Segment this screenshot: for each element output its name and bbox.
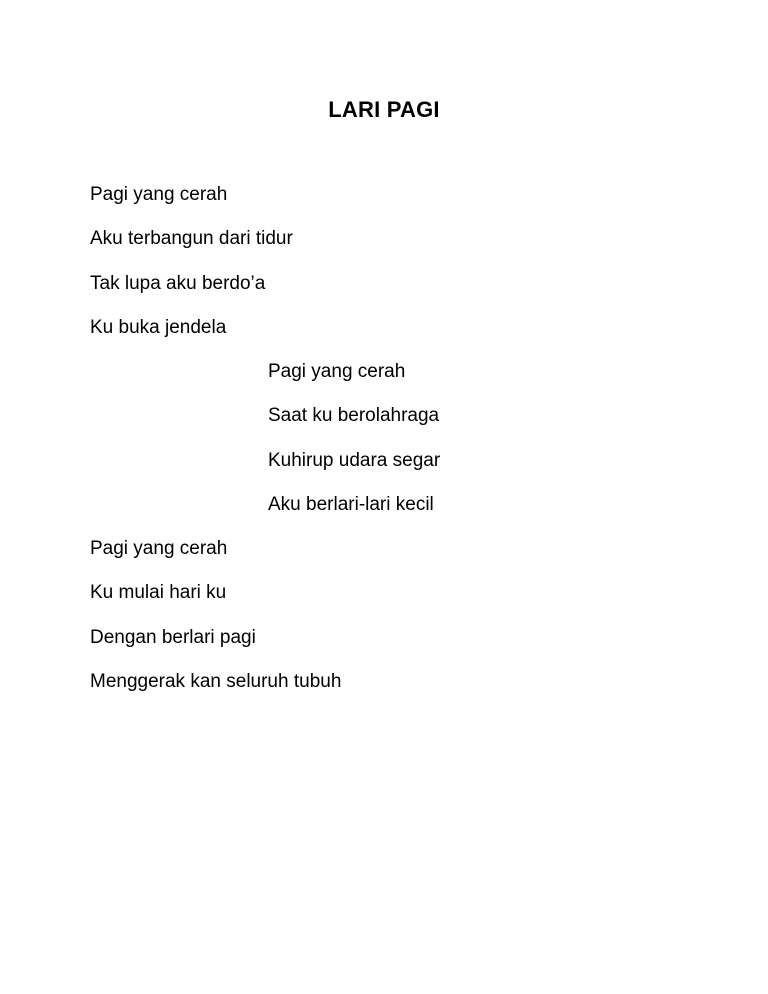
poem-line: Saat ku berolahraga	[268, 405, 440, 427]
poem-line: Aku terbangun dari tidur	[90, 228, 293, 250]
stanza-1	[90, 183, 293, 360]
poem-line: Pagi yang cerah	[90, 538, 228, 559]
poem-line: Pagi yang cerah	[90, 184, 228, 205]
poem-title: LARI PAGI	[328, 97, 440, 122]
poem-line: Aku berlari-lari kecil	[268, 493, 434, 515]
poem-line: Dengan berlari pagi	[90, 626, 256, 648]
poem-line: Tak lupa aku berdo’a	[90, 272, 266, 294]
poem-line: Pagi yang cerah	[268, 361, 406, 382]
poem-line: Menggerak kan seluruh tubuh	[90, 670, 342, 692]
poem-line: Kuhirup udara segar	[268, 449, 441, 471]
poem-line: Ku buka jendela	[90, 316, 227, 338]
poem-line: Ku mulai hari ku	[90, 582, 227, 604]
stanza-3	[90, 537, 341, 714]
stanza-2	[268, 360, 440, 537]
